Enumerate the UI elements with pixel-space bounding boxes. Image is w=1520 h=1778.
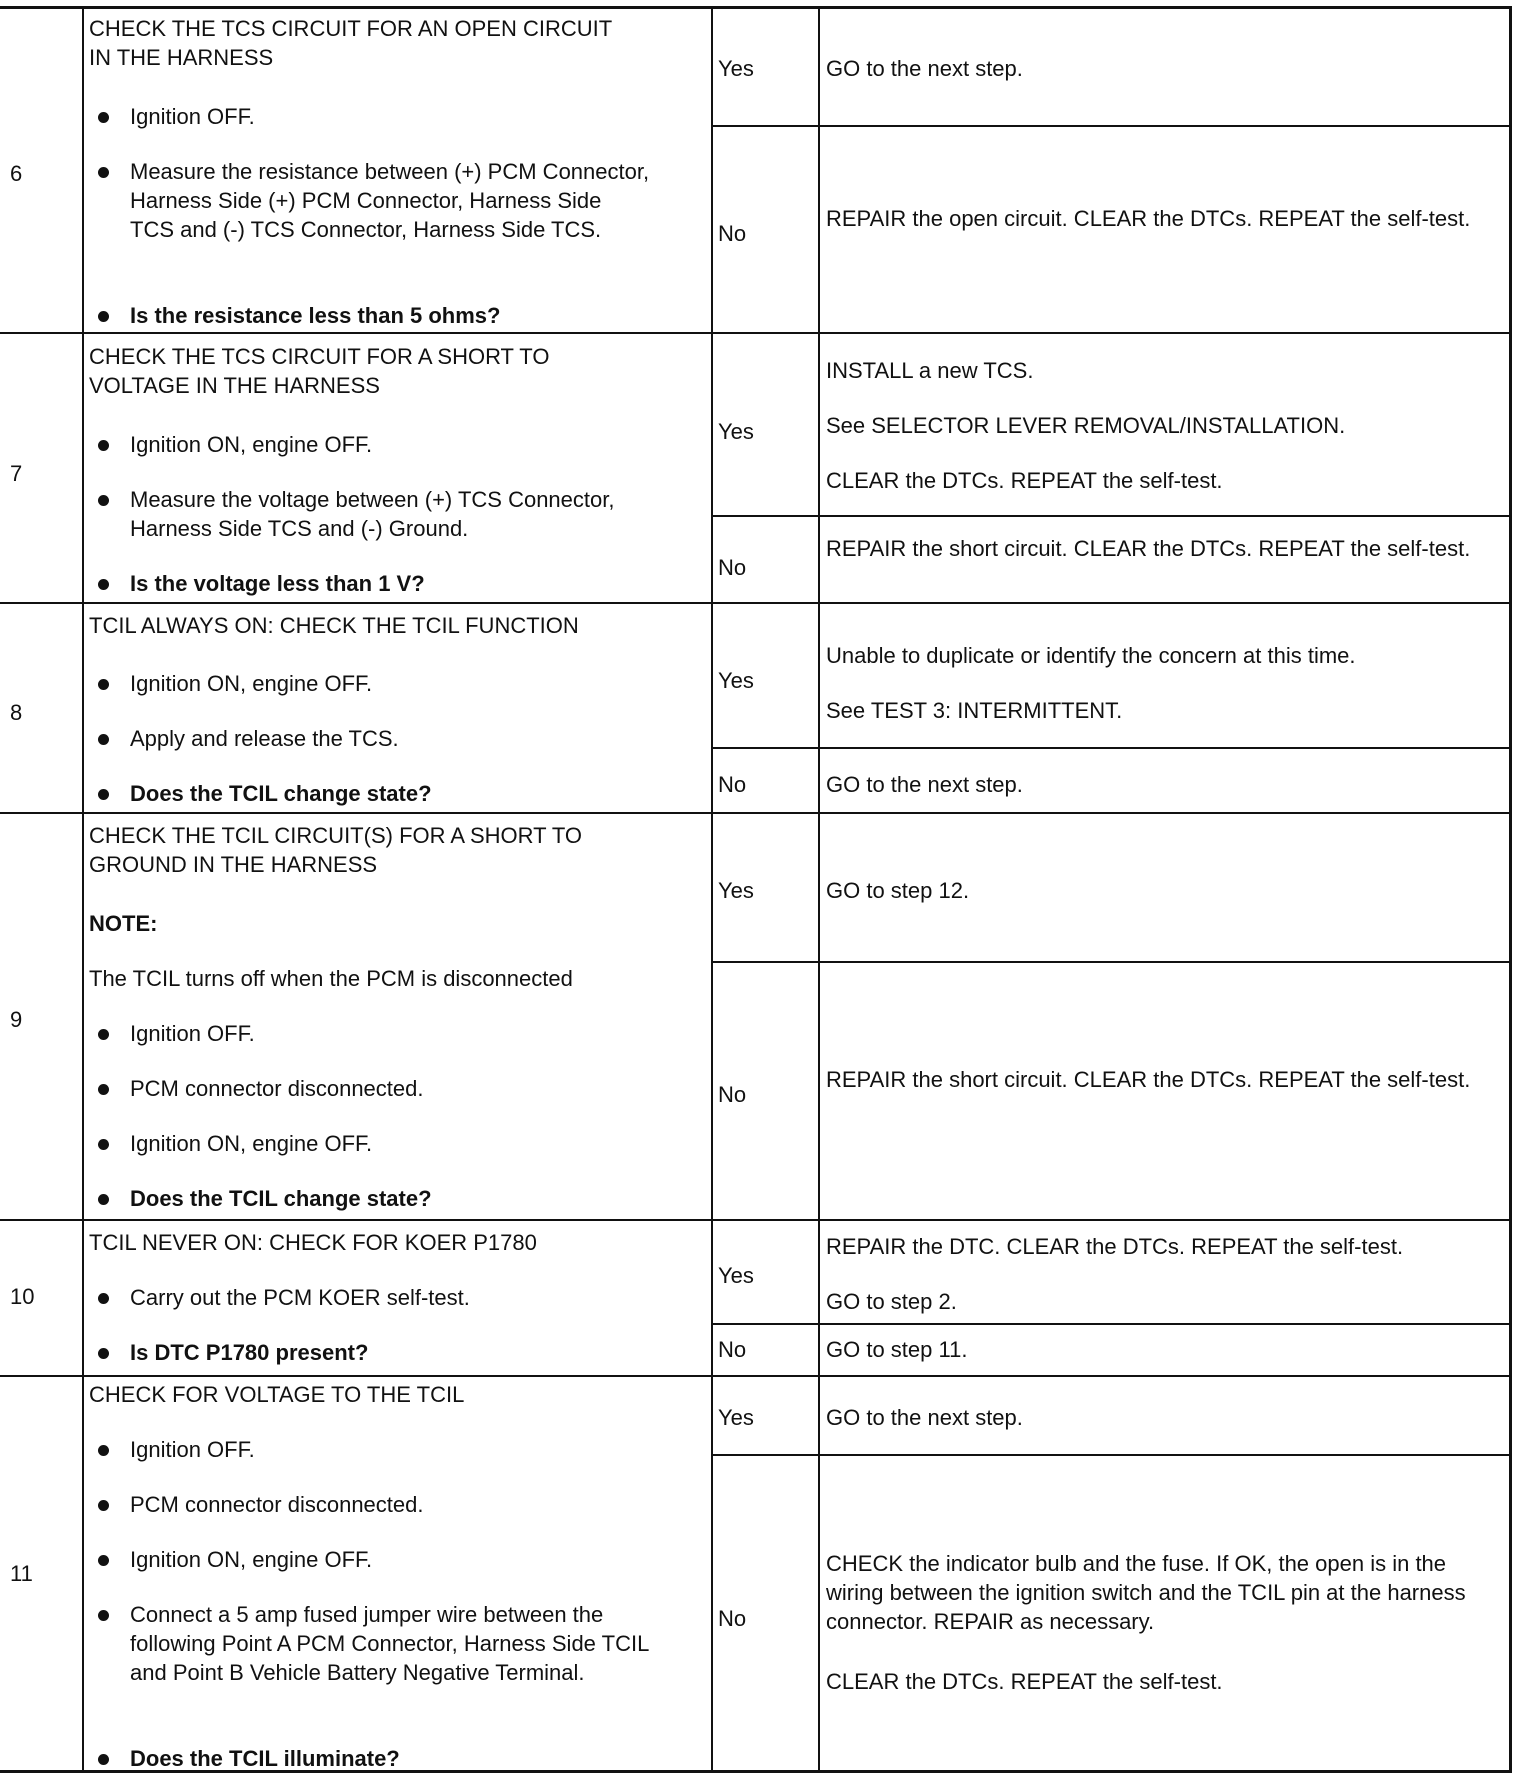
result-text: INSTALL a new TCS.: [826, 358, 1034, 383]
column-divider: [818, 6, 820, 1773]
step-instruction: Ignition ON, engine OFF.: [130, 430, 690, 459]
yes-result: [826, 54, 1506, 83]
step-question: Does the TCIL change state?: [130, 779, 690, 808]
diagnostic-table: [0, 6, 1520, 1778]
no-label: No: [718, 1337, 747, 1362]
yes-no-divider: [711, 961, 1512, 963]
result-text: See TEST 3: INTERMITTENT.: [826, 698, 1123, 723]
result-text: GO to the next step.: [826, 772, 1023, 797]
column-divider: [711, 6, 713, 1773]
step-title: CHECK THE TCS CIRCUIT FOR AN OPEN CIRCUIT IN THE HARNESS: [89, 16, 613, 70]
step-question: Is DTC P1780 present?: [130, 1338, 690, 1367]
step-title: CHECK FOR VOLTAGE TO THE TCIL: [89, 1382, 465, 1407]
result-text: REPAIR the DTC. CLEAR the DTCs. REPEAT the self-test.: [826, 1234, 1404, 1259]
step-question: Is the voltage less than 1 V?: [130, 569, 690, 598]
step-instruction: Connect a 5 amp fused jumper wire between the following Point A PCM Connector, Harness Side TCIL and Point B Vehicle Battery Negative Terminal.: [130, 1600, 670, 1687]
step-number: 6: [10, 161, 23, 186]
no-result: [826, 534, 1506, 563]
note-label: NOTE:: [89, 911, 158, 936]
result-text: GO to step 2.: [826, 1289, 957, 1314]
step-question: Does the TCIL change state?: [130, 1184, 690, 1213]
step-question: Is the resistance less than 5 ohms?: [130, 301, 690, 330]
step-instruction: Measure the voltage between (+) TCS Connector, Harness Side TCS and (-) Ground.: [130, 485, 670, 543]
step-question: Does the TCIL illuminate?: [130, 1744, 690, 1773]
yes-label: Yes: [718, 419, 754, 444]
result-text: GO to step 11.: [826, 1337, 968, 1362]
yes-result: [826, 876, 1506, 905]
no-result: [826, 1065, 1506, 1094]
result-text: Unable to duplicate or identify the concern at this time.: [826, 643, 1356, 668]
result-text: GO to the next step.: [826, 1405, 1023, 1430]
no-label: No: [718, 555, 747, 580]
yes-label: Yes: [718, 1405, 754, 1430]
step-title: TCIL ALWAYS ON: CHECK THE TCIL FUNCTION: [89, 613, 579, 638]
step-number: 11: [10, 1561, 33, 1586]
no-result: [826, 1335, 1506, 1364]
yes-result: [826, 1403, 1506, 1432]
no-result: [826, 204, 1506, 233]
no-result: [826, 770, 1506, 799]
row-divider: [0, 602, 1512, 604]
step-instruction: Ignition OFF.: [130, 1435, 690, 1464]
no-label: No: [718, 221, 747, 246]
step-title: TCIL NEVER ON: CHECK FOR KOER P1780: [89, 1230, 537, 1255]
result-text: GO to the next step.: [826, 56, 1023, 81]
yes-no-divider: [711, 1323, 1512, 1325]
step-instruction: Ignition ON, engine OFF.: [130, 669, 690, 698]
no-label: No: [718, 1082, 747, 1107]
step-instruction: Ignition ON, engine OFF.: [130, 1545, 690, 1574]
yes-label: Yes: [718, 878, 754, 903]
result-text: REPAIR the short circuit. CLEAR the DTCs. REPEAT the self-test.: [826, 1067, 1471, 1092]
result-text: REPAIR the open circuit. CLEAR the DTCs. REPEAT the self-test.: [826, 206, 1471, 231]
result-text: CLEAR the DTCs. REPEAT the self-test.: [826, 1669, 1223, 1694]
step-instruction: Ignition OFF.: [130, 1019, 690, 1048]
result-text: CLEAR the DTCs. REPEAT the self-test.: [826, 468, 1223, 493]
step-number: 9: [10, 1007, 23, 1032]
yes-no-divider: [711, 125, 1512, 127]
result-text: REPAIR the short circuit. CLEAR the DTCs. REPEAT the self-test.: [826, 536, 1471, 561]
row-divider: [0, 1375, 1512, 1377]
no-label: No: [718, 772, 747, 797]
step-number: 7: [10, 461, 23, 486]
row-divider: [0, 1219, 1512, 1221]
yes-label: Yes: [718, 668, 754, 693]
column-divider: [82, 6, 84, 1773]
yes-no-divider: [711, 1454, 1512, 1456]
row-divider: [0, 332, 1512, 334]
result-text: See SELECTOR LEVER REMOVAL/INSTALLATION.: [826, 413, 1346, 438]
step-instruction: PCM connector disconnected.: [130, 1074, 690, 1103]
step-instruction: Carry out the PCM KOER self-test.: [130, 1283, 690, 1312]
step-number: 8: [10, 700, 23, 725]
yes-no-divider: [711, 515, 1512, 517]
result-text: CHECK the indicator bulb and the fuse. If OK, the open is in the wiring between the ignition switch and the TCIL pin at the harness connector. REPAIR as necessary.: [826, 1551, 1466, 1634]
step-instruction: Ignition ON, engine OFF.: [130, 1129, 690, 1158]
step-title: CHECK THE TCIL CIRCUIT(S) FOR A SHORT TO GROUND IN THE HARNESS: [89, 823, 583, 877]
no-label: No: [718, 1606, 747, 1631]
result-text: GO to step 12.: [826, 878, 970, 903]
yes-label: Yes: [718, 1263, 754, 1288]
step-instruction: Apply and release the TCS.: [130, 724, 690, 753]
row-divider: [0, 812, 1512, 814]
step-instruction: Ignition OFF.: [130, 102, 690, 131]
note-text: The TCIL turns off when the PCM is disconnected: [89, 966, 573, 991]
step-title: CHECK THE TCS CIRCUIT FOR A SHORT TO VOLTAGE IN THE HARNESS: [89, 344, 550, 398]
step-number: 10: [10, 1284, 35, 1309]
yes-no-divider: [711, 747, 1512, 749]
step-instruction: Measure the resistance between (+) PCM Connector, Harness Side (+) PCM Connector, Harness Side TCS and (-) TCS Connector, Harness Side TCS.: [130, 159, 650, 242]
step-instruction: PCM connector disconnected.: [130, 1490, 690, 1519]
yes-label: Yes: [718, 56, 754, 81]
